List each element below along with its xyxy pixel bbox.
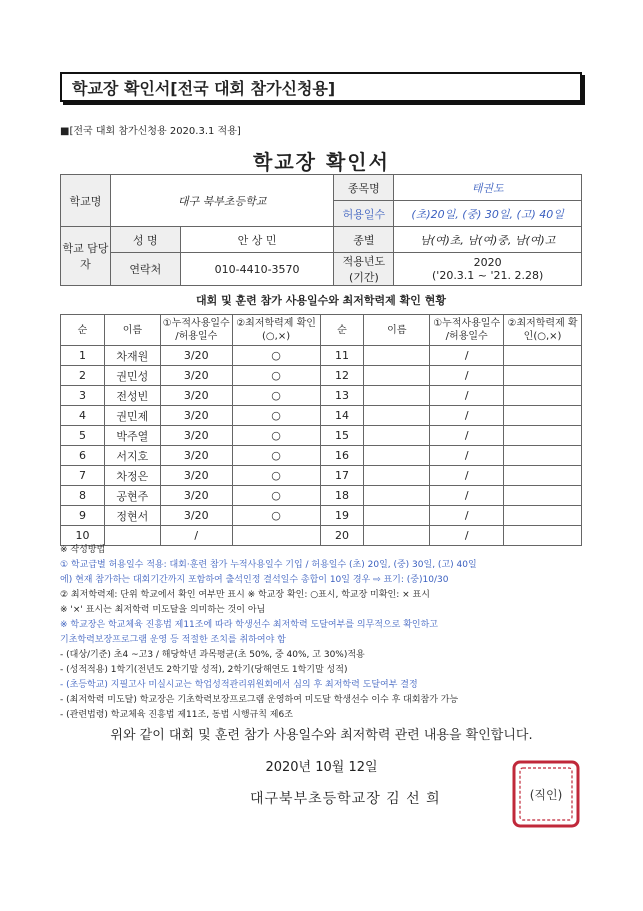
confirmation-text: 위와 같이 대회 및 훈련 참가 사용일수와 최저학력 관련 내용을 확인합니다. (110, 728, 533, 743)
row-name (364, 446, 430, 466)
gender-label: 종별 (334, 227, 394, 253)
row-name: 전성빈 (104, 386, 160, 406)
row-name (364, 346, 430, 366)
row-no: 17 (320, 466, 364, 486)
row-name (364, 486, 430, 506)
contact-value: 010-4410-3570 (180, 253, 334, 286)
row-days: / (430, 466, 504, 486)
row-name: 차재원 (104, 346, 160, 366)
row-check: ○ (232, 386, 320, 406)
row-no: 18 (320, 486, 364, 506)
row-name: 차정은 (104, 466, 160, 486)
name-label: 성 명 (110, 227, 180, 253)
applicable-note: ■[전국 대회 참가신청용 2020.3.1 적용] (60, 126, 241, 137)
col-days: ①누적사용일수 /허용일수 (160, 315, 232, 346)
row-days: 3/20 (160, 426, 232, 446)
row-no: 8 (61, 486, 105, 506)
note-line-7: - (대상/기준) 초4 ~고3 / 해당학년 과목평균(초 50%, 중 40%, 고 30%)적용 (60, 650, 365, 660)
seal-label: (직인) (529, 788, 563, 802)
sport-value: 태권도 (394, 175, 582, 201)
row-no: 16 (320, 446, 364, 466)
header-title-box: 학교장 확인서[전국 대회 참가신청용] (60, 72, 582, 102)
row-check (504, 446, 582, 466)
table-row (61, 506, 582, 526)
year-cell (394, 253, 582, 286)
row-name (364, 426, 430, 446)
row-check: ○ (232, 426, 320, 446)
row-name: 권민성 (104, 366, 160, 386)
note-line-1: ① 학교급별 허용일수 적용: 대회·훈련 참가 누적사용일수 기입 / 허용일수 (초) 20일, (중) 30일, (고) 40일 (60, 560, 477, 570)
row-no: 1 (61, 346, 105, 366)
col-days-2: ①누적사용일수 /허용일수 (430, 315, 504, 346)
row-days: / (430, 346, 504, 366)
note-line-2: 에) 현재 참가하는 대회기간까지 포함하여 출석인정 결석일수 총합이 10일 경우 ⇨ 표기: (중)10/30 (60, 575, 449, 585)
note-line-3: ② 최저학력제: 단위 학교에서 확인 여부만 표시 ※ 학교장 확인: ○표시, 학교장 미확인: × 표시 (60, 590, 430, 600)
row-name: 박주열 (104, 426, 160, 446)
row-check (504, 406, 582, 426)
allowed-days-value: (초)20일, (중) 30일, (고) 40일 (394, 201, 582, 227)
row-check (504, 486, 582, 506)
table-row (61, 446, 582, 466)
note-line-4: ※ '×' 표시는 최저학력 미도달을 의미하는 것이 아님 (60, 605, 266, 615)
page-title: 학교장 확인서 (253, 150, 390, 174)
gender-value: 남(여)초, 남(여)중, 남(여)고 (394, 227, 582, 253)
row-check: ○ (232, 406, 320, 426)
row-name (364, 466, 430, 486)
contact-label: 연락처 (110, 253, 180, 286)
row-check (504, 466, 582, 486)
row-check: ○ (232, 506, 320, 526)
school-value: 대구 북부초등학교 (110, 175, 334, 227)
signer-line: 대구북부초등학교장 김 선 희 (250, 791, 441, 807)
row-days: 3/20 (160, 406, 232, 426)
row-days: / (160, 526, 232, 546)
issue-date: 2020년 10월 12일 (265, 760, 378, 775)
row-check: ○ (232, 366, 320, 386)
instructions (60, 543, 590, 723)
row-name (364, 506, 430, 526)
table-row (61, 486, 582, 506)
row-check (504, 366, 582, 386)
row-no: 12 (320, 366, 364, 386)
table-row (61, 466, 582, 486)
row-no: 2 (61, 366, 105, 386)
row-days: / (430, 506, 504, 526)
table-row (61, 406, 582, 426)
row-check (504, 426, 582, 446)
note-line-5: ※ 학교장은 학교체육 진흥법 제11조에 따라 학생선수 최저학력 도달여부를 의무적으로 확인하고 (60, 620, 438, 630)
year-value: 2020 (473, 256, 502, 269)
note-line-9: - (초등학교) 지필고사 미실시교는 학업성적관리위원회에서 심의 후 최저학력 도달여부 결정 (60, 680, 418, 690)
row-name (364, 366, 430, 386)
staff-name-value: 안 상 민 (180, 227, 334, 253)
row-name (364, 386, 430, 406)
table-row (61, 366, 582, 386)
row-check: ○ (232, 446, 320, 466)
col-name: 이름 (104, 315, 160, 346)
col-name-2: 이름 (364, 315, 430, 346)
row-days: 3/20 (160, 446, 232, 466)
row-check (504, 386, 582, 406)
table-row (61, 426, 582, 446)
allowed-days-label: 허용일수 (334, 201, 394, 227)
row-days: / (430, 486, 504, 506)
row-check: ○ (232, 346, 320, 366)
row-days: 3/20 (160, 506, 232, 526)
row-no: 6 (61, 446, 105, 466)
row-name: 정현서 (104, 506, 160, 526)
student-table (60, 314, 582, 546)
period-value: ('20.3.1 ~ '21. 2.28) (432, 269, 544, 282)
row-check (504, 346, 582, 366)
col-check: ②최저학력제 확인(○,×) (232, 315, 320, 346)
row-name: 공현주 (104, 486, 160, 506)
row-name: 권민제 (104, 406, 160, 426)
row-check (504, 506, 582, 526)
row-no: 10 (61, 526, 105, 546)
row-days: / (430, 386, 504, 406)
school-info-table (60, 174, 582, 286)
staff-label: 학교 담당자 (61, 227, 111, 286)
row-no: 3 (61, 386, 105, 406)
row-days: 3/20 (160, 466, 232, 486)
row-no: 13 (320, 386, 364, 406)
row-check: ○ (232, 486, 320, 506)
row-no: 5 (61, 426, 105, 446)
row-no: 9 (61, 506, 105, 526)
row-name (364, 406, 430, 426)
row-days: 3/20 (160, 366, 232, 386)
row-days: 3/20 (160, 386, 232, 406)
row-no: 4 (61, 406, 105, 426)
note-line-11: - (관련법령) 학교체육 진흥법 제11조, 동법 시행규칙 제6조 (60, 710, 293, 720)
row-days: / (430, 366, 504, 386)
row-no: 7 (61, 466, 105, 486)
row-days: / (430, 446, 504, 466)
col-check-2: ②최저학력제 확인(○,×) (504, 315, 582, 346)
school-label: 학교명 (61, 175, 111, 227)
note-line-8: - (성적적용) 1학기(전년도 2학기말 성적), 2학기(당해연도 1학기말 성적) (60, 665, 348, 675)
note-line-10: - (최저학력 미도달) 학교장은 기초학력보장프로그램 운영하여 미도달 학생선수 이수 후 대회참가 가능 (60, 695, 459, 705)
note-line-6: 기초학력보장프로그램 운영 등 적절한 조치를 취하여야 함 (60, 635, 286, 645)
row-days: / (430, 526, 504, 546)
row-days: / (430, 406, 504, 426)
notes-heading: ※ 작성방법 (60, 545, 106, 555)
row-no: 15 (320, 426, 364, 446)
row-check: ○ (232, 466, 320, 486)
section-title: 대회 및 훈련 참가 사용일수와 최저학력제 확인 현황 (196, 294, 446, 307)
row-no: 20 (320, 526, 364, 546)
official-seal (510, 758, 582, 830)
row-no: 11 (320, 346, 364, 366)
sport-label: 종목명 (334, 175, 394, 201)
row-no: 19 (320, 506, 364, 526)
row-no: 14 (320, 406, 364, 426)
row-days: 3/20 (160, 346, 232, 366)
col-no-2: 순 (320, 315, 364, 346)
table-row (61, 386, 582, 406)
row-days: 3/20 (160, 486, 232, 506)
year-label: 적용년도 (기간) (334, 253, 394, 286)
col-no: 순 (61, 315, 105, 346)
table-row (61, 346, 582, 366)
row-name: 서지호 (104, 446, 160, 466)
row-days: / (430, 426, 504, 446)
